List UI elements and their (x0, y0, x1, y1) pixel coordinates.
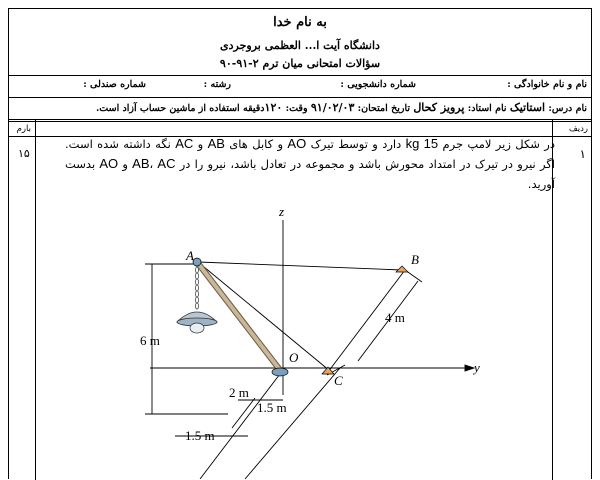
lamp-chain (196, 267, 199, 309)
time-label: وقت: (285, 103, 308, 114)
basmala: به نام خدا (273, 15, 327, 30)
text-part: در شکل زیر لامپ جرم (438, 137, 555, 151)
axis-z-label: z (279, 204, 285, 219)
score-column-label: بارم (16, 124, 31, 134)
text-part: ، (149, 157, 158, 171)
text-part: بدست آورید. (65, 157, 555, 191)
dim-height-label: 6 m (140, 333, 160, 348)
course-name: استاتیک (509, 101, 546, 114)
text-part: دارد و توسط تیرک (306, 137, 406, 151)
cable-ac-line (198, 262, 330, 371)
support-o (272, 368, 288, 376)
point-o-label: O (289, 350, 299, 365)
cable-ac: AC (175, 136, 194, 151)
text-part: نگه داشته شده است. اگر نیرو در تیرک در امتداد محورش باشد و مجموعه در تعادل باشد، نیرو را در (65, 137, 555, 171)
joint-a (193, 258, 201, 266)
dim-1-5m-label-lower: 1.5 m (185, 428, 215, 443)
dim-2m-label: 2 m (229, 385, 249, 400)
student-number-label: شماره دانشجویی : (340, 79, 416, 90)
exam-title: سؤالات امتحانی میان ترم ۲-۹۱-۹۰ (219, 57, 381, 70)
member-ao: AO (287, 136, 307, 151)
guide-line (245, 368, 340, 479)
text-part: و (193, 137, 208, 151)
exam-date: ۹۱/۰۲/۰۳ (310, 101, 355, 114)
text-part: و (118, 157, 133, 171)
member-ao: AO (99, 156, 119, 171)
row-column-label: ردیف (568, 124, 588, 134)
text-part: و کابل های (224, 137, 288, 151)
name-label: نام و نام خانوادگی : (507, 79, 587, 90)
point-b-label: B (411, 252, 419, 267)
university-name: دانشگاه آیت ا... العظمی بروجردی (220, 39, 380, 52)
cable-ac: AC (157, 156, 176, 171)
exam-duration: ۱۲۰ (264, 101, 283, 114)
teacher-label: نام استاد: (467, 103, 507, 114)
point-a-label: A (186, 248, 194, 263)
course-label: نام درس: (548, 103, 587, 114)
cable-ab: AB (207, 136, 225, 151)
axis-y-label: y (474, 360, 480, 375)
support-b (396, 266, 408, 272)
dimension-tick (232, 398, 255, 428)
lamp-icon (177, 312, 217, 333)
point-c-label: C (334, 373, 343, 388)
y-axis-arrow (465, 365, 474, 371)
time-unit: دقیقه (243, 103, 265, 114)
question-number: ۱ (579, 147, 586, 161)
dim-1-5m-label: 1.5 m (257, 400, 287, 415)
seat-label: شماره صندلی : (83, 79, 146, 90)
cable-ab: AB (132, 156, 150, 171)
field-label: رشته : (203, 79, 231, 90)
date-label: تاریخ امتحان: (357, 103, 410, 114)
cable-ab-line (198, 262, 402, 270)
calculator-note: استفاده از ماشین حساب آزاد است. (95, 103, 240, 114)
teacher-name: پرویز کحال (413, 101, 465, 114)
question-score: ۱۵ (18, 147, 30, 160)
mass-value: 15 kg (405, 136, 439, 151)
dim-4m-label: 4 m (385, 310, 405, 325)
